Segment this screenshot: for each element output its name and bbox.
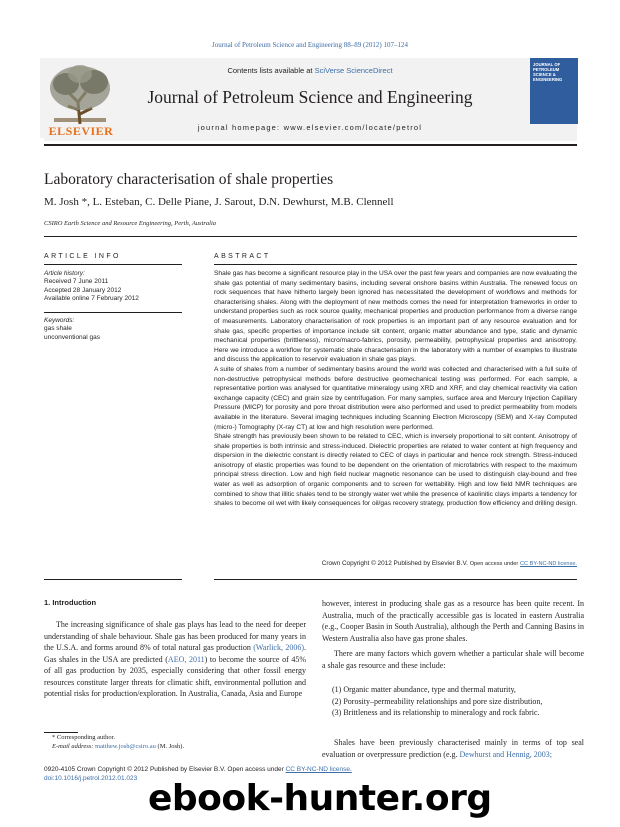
divider (214, 264, 577, 265)
keyword: gas shale (44, 325, 72, 333)
footnote-divider (44, 732, 78, 733)
copyright-text: Crown Copyright © 2012 Published by Elsevier B.V. (321, 560, 468, 567)
citation-link[interactable]: (Warlick, 2006) (253, 643, 304, 652)
divider (44, 312, 182, 313)
abstract-heading: ABSTRACT (214, 253, 271, 260)
sciencedirect-link[interactable]: SciVerse ScienceDirect (314, 66, 393, 75)
abstract-body (214, 269, 577, 509)
section-heading: 1. Introduction (44, 598, 97, 607)
keywords (44, 317, 184, 342)
article-title: Laboratory characterisation of shale properties (44, 171, 334, 188)
body-paragraph: There are many factors which govern whether a particular shale will become a shale gas resource and these include: (322, 649, 584, 670)
elsevier-wordmark: ELSEVIER (48, 124, 114, 138)
email-label: E-mail address: (52, 742, 94, 750)
divider (44, 236, 577, 237)
open-access-text: Open access under (469, 561, 519, 567)
body-text: The increasing significance of shale gas plays has lead to the need for deeper understanding of shale behaviour. Shale gas has been produced for many years in the U.S.A. and forms around 8% of total natural gas production (44, 620, 306, 652)
email-suffix: (M. Josh). (157, 742, 185, 750)
body-paragraph: however, interest in producing shale gas as a resource has been quite recent. In Australia, much of the practically accessible gas is located in eastern Australia (e.g., Cooper Basin in South Australia), although the Perth and Canning Basins in Western Australia also have gas prone shales. (322, 599, 584, 643)
factor-list (322, 684, 584, 719)
contents-line (0, 66, 620, 75)
journal-title: Journal of Petroleum Science and Engineering (147, 87, 473, 107)
history-label: Article history: (44, 270, 85, 277)
citation-link[interactable]: AEO, 2011 (167, 654, 205, 664)
list-item: (1) Organic matter abundance, type and thermal maturity, (332, 685, 516, 694)
divider (44, 579, 182, 580)
license-link[interactable]: CC BY-NC-ND license. (520, 561, 577, 567)
abstract-copyright (214, 560, 577, 567)
footer-open-access: Open access under (227, 766, 284, 773)
cover-line: PETROLEUM (533, 67, 560, 72)
corresponding-author-label: * Corresponding author. (52, 734, 116, 741)
history-item: Received 7 June 2011 (44, 278, 109, 286)
abstract-paragraph: Shale gas has become a significant resource play in the USA over the past few years and companies are now evaluating the shale gas potential of many sedimentary basins, including several onshore basins within Australia. The renewed focus on rock sequences that have hitherto largely been ignored has necessitated the development of workflows and methods for characterising shales. Along with the deployment of new methods comes the need for interpretation frameworks in order to understand properties such as rock source quality, mechanical properties and production performance from a diverse range of measurements. Laboratory characterisation of rock properties is an important part of any resource evaluation and for shale gas, specific properties of importance include silt content, organic matter abundance and type, static and dynamic mechanical properties (brittleness), micro/macro-fabrics, porosity, permeability, petrophysical properties and anisotropy. Here we introduce a workflow for systematic shale characterisation in the laboratory with a number of examples to illustrate and discuss the application to reservoir evaluation in shale gas plays. (214, 270, 577, 364)
body-text: ) to become the source of 45% of all gas production by 2035, especially considering that other fossil energy resources constitute larger threats for climatic shift, environmental pollution and potential risks for production/exploration. In Australia, Canada, Asia and Europe (44, 654, 306, 698)
journal-citation: Journal of Petroleum Science and Engineering 88–89 (2012) 107–124 (212, 41, 408, 49)
article-history (44, 270, 184, 303)
keywords-label: Keywords: (44, 317, 75, 324)
article-info-heading: ARTICLE INFO (44, 253, 121, 260)
cover-line: SCIENCE & (533, 72, 556, 77)
cover-line: ENGINEERING (533, 77, 563, 82)
body-text: Shales have been previously characterised mainly in terms of top seal evaluation or overpressure prediction (e.g. (322, 738, 584, 759)
history-item: Accepted 28 January 2012 (44, 286, 122, 294)
abstract-paragraph: Shale strength has previously been shown to be related to CEC, which is inversely proportional to silt content. Anisotropy of shale properties is both intrinsic and stress-induced. Dielectric properties are related to water content at high frequency and dispersion in the dielectric constant is directly related to CEC of clays in particular and hence rock strength. Stress-induced anisotropy of elastic properties was found to be dependent on the orientation of microfabrics with respect to the maximum principal stress direction. Low and high field nuclear magnetic resonance can be used to distinguish clay-bound and free water as well as adsorption of organic components and to screen for wettability. High and low field NMR techniques are combined to show that illitic shales tend to be strongly water wet while the presence of kaolinitic clays imparts a tendency for shales to become oil wet with likely consequences for oil/gas recovery strategy, production flow efficiency and drilling design. (214, 433, 577, 508)
keyword: unconventional gas (44, 333, 101, 341)
divider (214, 579, 577, 580)
body-paragraph (322, 737, 584, 760)
intro-right-column (322, 598, 584, 671)
footer-issn-line (44, 766, 352, 775)
list-item: (2) Porosity–permeability relationships and pore size distribution, (332, 696, 543, 706)
citation-link[interactable]: Dewhurst and Hennig, 2003; (459, 749, 552, 759)
email-line (52, 743, 184, 752)
journal-homepage[interactable]: journal homepage: www.elsevier.com/locate/petrol (197, 123, 423, 132)
footnote (52, 734, 184, 751)
footer-license-link[interactable]: CC BY-NC-ND license. (285, 766, 352, 773)
body-text: . Gas shales in the USA are predicted ( (44, 643, 306, 664)
journal-cover-title (533, 62, 577, 82)
watermark: ebook-hunter.org (148, 778, 492, 819)
history-item: Available online 7 February 2012 (44, 294, 139, 302)
footer-copyright: 0920-4105 Crown Copyright © 2012 Published by Elsevier B.V. (44, 766, 226, 773)
affiliation: CSIRO Earth Science and Resource Engineering, Perth, Australia (44, 220, 217, 227)
email-link[interactable]: matthew.josh@csiro.au (95, 742, 156, 750)
abstract-paragraph: A suite of shales from a number of sedimentary basins around the world was collected and characterised with a full suite of non-destructive petrophysical methods before destructive geomechanical testing was performed. For each sample, a representative portion was analysed for quantitative mineralogy using XRD and XRF, and clay chemical reactivity via cation exchange capacity (CEC) and grain size by centrifugation. For many samples, surface area and Mercury Injection Capillary Pressure (MICP) for porosity and pore throat distribution were also performed and used to predict permeability from models available in the literature. Several imaging techniques including Scanning Electron Microscopy (SEM) and X-ray Computed (micro-) Tomography (X-ray CT) at low and high resolution were performed. (214, 365, 577, 431)
contents-prefix: Contents lists available at (227, 66, 313, 75)
doi-link[interactable]: doi:10.1016/j.petrol.2012.01.023 (44, 774, 138, 782)
author-list: M. Josh *, L. Esteban, C. Delle Piane, J. Sarout, D.N. Dewhurst, M.B. Clennell (44, 196, 394, 208)
intro-left-column (44, 619, 306, 700)
divider (44, 144, 577, 146)
list-item: (3) Brittleness and its relationship to mineralogy and rock fabric. (332, 708, 540, 717)
cover-line: JOURNAL OF (533, 62, 561, 67)
divider (44, 264, 182, 265)
